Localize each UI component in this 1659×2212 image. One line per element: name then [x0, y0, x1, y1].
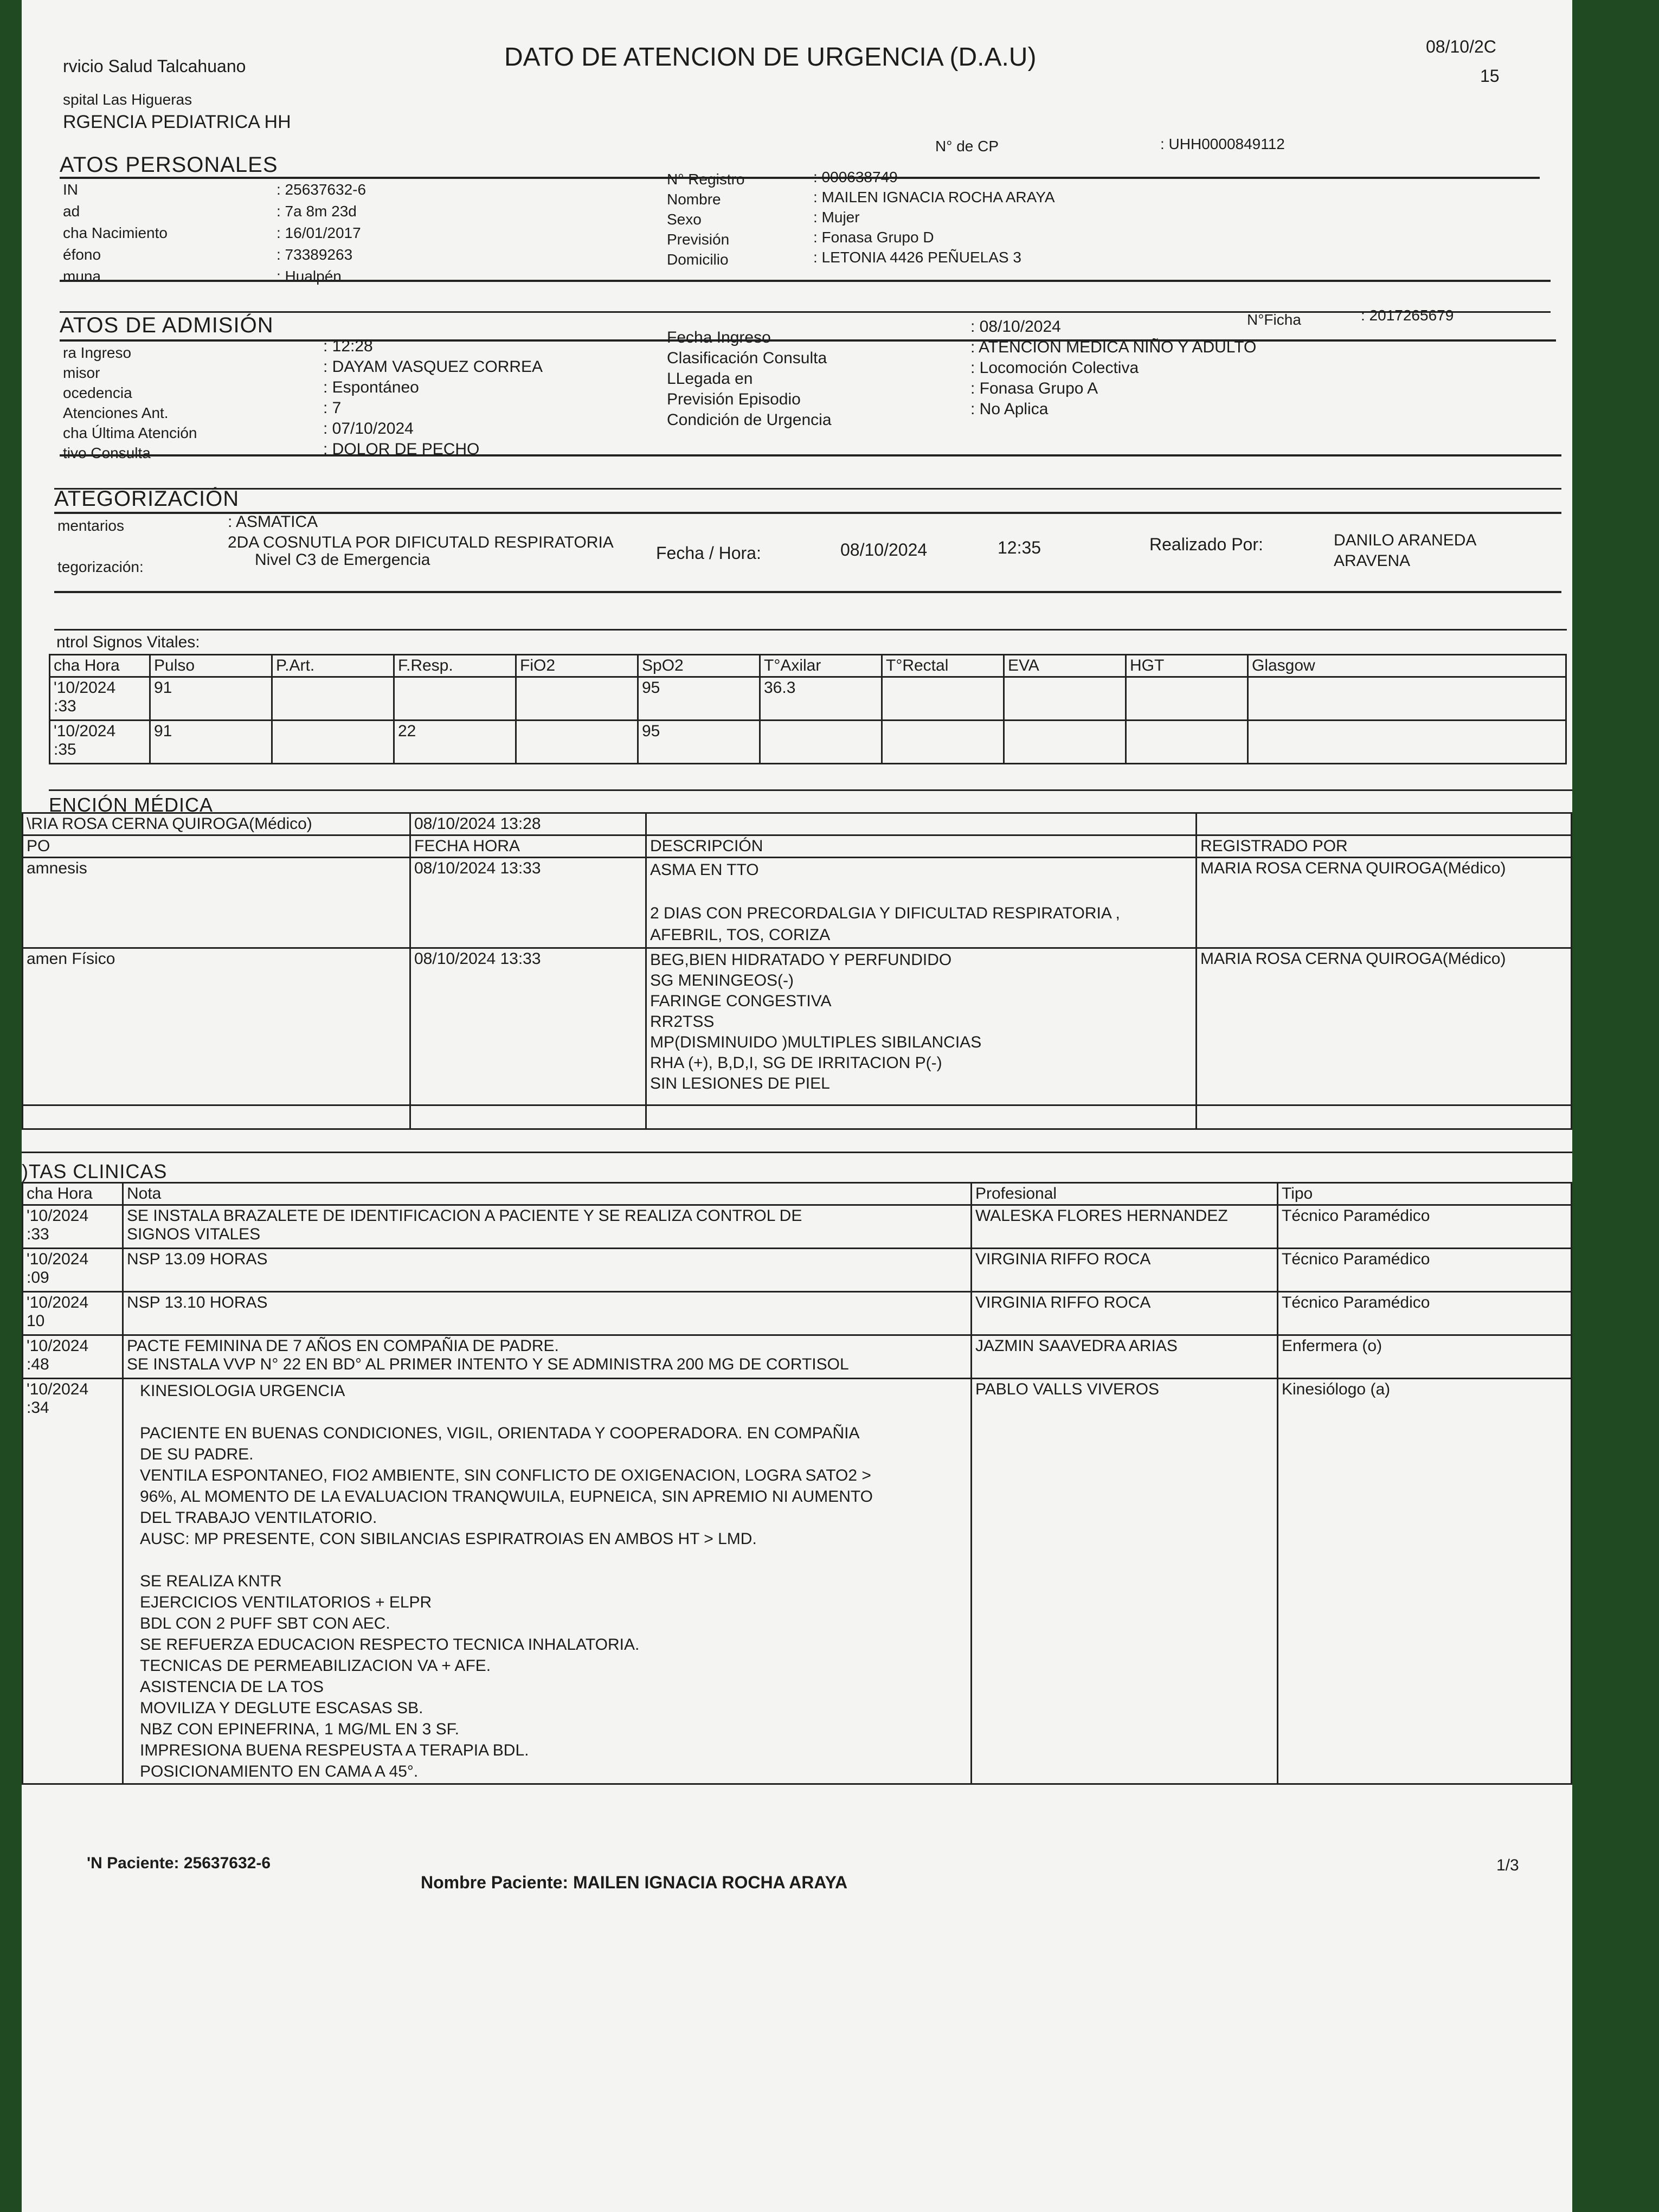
section-categorization-title: ATEGORIZACIÓN	[54, 487, 240, 511]
vitals-header: Pulso	[150, 655, 272, 677]
note-text: SE INSTALA BRAZALETE DE IDENTIFICACION A PACIENTE Y SE REALIZA CONTROL DE SIGNOS VITALES	[123, 1205, 972, 1249]
note-professional: JAZMIN SAAVEDRA ARIAS	[972, 1335, 1278, 1379]
vitals-header: Glasgow	[1248, 655, 1566, 677]
admission-values: : 12:28 : DAYAM VASQUEZ CORREA : Espontáneo : 7 : 07/10/2024 : DOLOR DE PECHO	[323, 337, 543, 458]
ficha-label: N°Ficha	[1247, 311, 1301, 328]
doctor-datetime: 08/10/2024 13:28	[410, 813, 646, 835]
col-descripcion: DESCRIPCIÓN	[646, 835, 1197, 858]
note-text: NSP 13.09 HORAS	[123, 1249, 972, 1292]
divider	[60, 280, 1551, 282]
note-text: KINESIOLOGIA URGENCIA PACIENTE EN BUENAS CONDICIONES, VIGIL, ORIENTADA Y COOPERADORA. EN COMPAÑIA DE SU PADRE. VENTILA ESPONTANEO, FIO2 AMBIENTE, SIN CONFLICTO DE OXIGENACION, LOGRA SATO2 > 96%, AL MOMENTO DE LA EVALUACION TRANQWUILA, EUPNEICA, SIN APREMIO NI AUMENTO DEL TRABAJO VENTILATORIO. AUSC: MP PRESENTE, CON SIBILANCIAS ESPIRATROIAS EN AMBOS HT > LMD. SE REALIZA KNTR EJERCICIOS VENTILATORIOS + ELPR BDL CON 2 PUFF SBT CON AEC. SE REFUERZA EDUCACION RESPECTO TECNICA INHALATORIA. TECNICAS DE PERMEABILIZACION VA + AFE. ASISTENCIA DE LA TOS MOVILIZA Y DEGLUTE ESCASAS SB. NBZ CON EPINEFRINA, 1 MG/ML EN 3 SF. IMPRESIONA BUENA RESPEUSTA A TERAPIA BDL. POSICIONAMIENTO EN CAMA A 45°.	[123, 1379, 972, 1784]
ficha-value: : 2017265679	[1361, 307, 1454, 324]
medical-header-row	[23, 835, 1572, 858]
divider	[49, 789, 1572, 791]
vitals-header: cha Hora	[50, 655, 150, 677]
vitals-header: P.Art.	[272, 655, 394, 677]
divider	[60, 454, 1561, 456]
note-professional: WALESKA FLORES HERNANDEZ	[972, 1205, 1278, 1249]
vitals-taxilar: 36.3	[760, 677, 882, 721]
vitals-header: EVA	[1004, 655, 1126, 677]
admission-detail-labels: Fecha Ingreso Clasificación Consulta LLegada en Previsión Episodio Condición de Urgencia	[667, 329, 832, 429]
vitals-header: SpO2	[638, 655, 760, 677]
vitals-spo2: 95	[638, 677, 760, 721]
section-admission-title: ATOS DE ADMISIÓN	[60, 313, 274, 337]
col-profesional: Profesional	[972, 1183, 1278, 1205]
note-row	[23, 1379, 1572, 1784]
vitals-glasgow	[1248, 721, 1566, 764]
medical-row	[23, 948, 1572, 1105]
vitals-glasgow	[1248, 677, 1566, 721]
note-datetime: '10/2024 :34	[23, 1379, 123, 1784]
comments-text: : ASMATICA 2DA COSNUTLA POR DIFICUTALD RESPIRATORIA	[228, 513, 614, 551]
vitals-eva	[1004, 721, 1126, 764]
realizado-value: DANILO ARANEDA ARAVENA	[1334, 531, 1477, 570]
datetime-label: Fecha / Hora:	[656, 543, 761, 563]
vitals-eva	[1004, 677, 1126, 721]
personal-labels: IN ad cha Nacimiento éfono muna	[63, 181, 168, 285]
dau-document	[22, 0, 1572, 2212]
medical-type: amen Físico	[23, 948, 410, 1105]
vitals-fresp: 22	[394, 721, 516, 764]
col-registrado-por: REGISTRADO POR	[1197, 835, 1572, 858]
vitals-fresp	[394, 677, 516, 721]
vitals-fio2	[516, 677, 638, 721]
empty-cell	[410, 1105, 646, 1129]
vitals-pulse: 91	[150, 677, 272, 721]
note-professional: VIRGINIA RIFFO ROCA	[972, 1249, 1278, 1292]
comments-label: mentarios	[57, 517, 124, 534]
vitals-header: T°Axilar	[760, 655, 882, 677]
vitals-taxilar	[760, 721, 882, 764]
note-type: Técnico Paramédico	[1278, 1292, 1572, 1335]
vitals-header: F.Resp.	[394, 655, 516, 677]
vitals-row	[50, 721, 1566, 764]
vitals-header: T°Rectal	[882, 655, 1004, 677]
vitals-trectal	[882, 677, 1004, 721]
empty-cell	[1197, 813, 1572, 835]
notes-table	[22, 1182, 1572, 1785]
col-tipo: PO	[23, 835, 410, 858]
vitals-pa	[272, 721, 394, 764]
note-row	[23, 1335, 1572, 1379]
header-date: 08/10/2C	[1426, 37, 1496, 56]
categorization-date: 08/10/2024	[840, 540, 928, 560]
registry-values: : 000638749 : MAILEN IGNACIA ROCHA ARAYA : Mujer : Fonasa Grupo D : LETONIA 4426 PEÑUELAS 3	[813, 169, 1055, 266]
section-notes-title: )TAS CLINICAS	[22, 1160, 168, 1182]
vitals-pa	[272, 677, 394, 721]
note-datetime: '10/2024 :33	[23, 1205, 123, 1249]
col-fecha-hora: cha Hora	[23, 1183, 123, 1205]
medical-empty-row	[23, 1105, 1572, 1129]
note-type: Enfermera (o)	[1278, 1335, 1572, 1379]
hospital-name: spital Las Higueras	[63, 91, 192, 108]
note-datetime: '10/2024 :48	[23, 1335, 123, 1379]
doctor-name: \RIA ROSA CERNA QUIROGA(Médico)	[23, 813, 410, 835]
section-personal-title: ATOS PERSONALES	[60, 153, 278, 177]
divider	[60, 311, 1551, 313]
vitals-row	[50, 677, 1566, 721]
vitals-pulse: 91	[150, 721, 272, 764]
cp-label: N° de CP	[935, 138, 999, 155]
empty-cell	[646, 1105, 1197, 1129]
medical-type: amnesis	[23, 858, 410, 948]
note-datetime: '10/2024 10	[23, 1292, 123, 1335]
note-type: Kinesiólogo (a)	[1278, 1379, 1572, 1784]
note-type: Técnico Paramédico	[1278, 1205, 1572, 1249]
medical-registered-by: MARIA ROSA CERNA QUIROGA(Médico)	[1197, 948, 1572, 1105]
vitals-header: FiO2	[516, 655, 638, 677]
vitals-title: ntrol Signos Vitales:	[56, 633, 200, 651]
note-text: NSP 13.10 HORAS	[123, 1292, 972, 1335]
note-type: Técnico Paramédico	[1278, 1249, 1572, 1292]
col-nota: Nota	[123, 1183, 972, 1205]
vitals-hgt	[1126, 677, 1248, 721]
vitals-spo2: 95	[638, 721, 760, 764]
admission-detail-values: : 08/10/2024 : ATENCION MEDICA NIÑO Y ADULTO : Locomoción Colectiva : Fonasa Grupo A : No Aplica	[970, 318, 1257, 418]
note-professional: PABLO VALLS VIVEROS	[972, 1379, 1278, 1784]
vitals-trectal	[882, 721, 1004, 764]
col-fecha-hora: FECHA HORA	[410, 835, 646, 858]
divider	[54, 591, 1561, 593]
note-row	[23, 1249, 1572, 1292]
cp-value: : UHH0000849112	[1160, 136, 1285, 152]
divider	[54, 629, 1567, 631]
empty-cell	[1197, 1105, 1572, 1129]
vitals-hgt	[1126, 721, 1248, 764]
service-name: rvicio Salud Talcahuano	[63, 56, 246, 76]
note-row	[23, 1292, 1572, 1335]
medical-datetime: 08/10/2024 13:33	[410, 948, 646, 1105]
medical-doctor-row	[23, 813, 1572, 835]
note-datetime: '10/2024 :09	[23, 1249, 123, 1292]
empty-cell	[646, 813, 1197, 835]
medical-registered-by: MARIA ROSA CERNA QUIROGA(Médico)	[1197, 858, 1572, 948]
vitals-header: HGT	[1126, 655, 1248, 677]
medical-row	[23, 858, 1572, 948]
header-number: 15	[1480, 66, 1500, 86]
vitals-datetime: '10/2024 :35	[50, 721, 150, 764]
vitals-table	[49, 654, 1567, 764]
personal-values: : 25637632-6 : 7a 8m 23d : 16/01/2017 : 73389263 : Hualpén	[276, 181, 366, 285]
document-title: DATO DE ATENCION DE URGENCIA (D.A.U)	[504, 43, 1037, 72]
vitals-datetime: '10/2024 :33	[50, 677, 150, 721]
medical-datetime: 08/10/2024 13:33	[410, 858, 646, 948]
admission-labels: ra Ingreso misor ocedencia Atenciones Ant. cha Última Atención tivo Consulta	[63, 344, 197, 461]
realizado-label: Realizado Por:	[1149, 535, 1263, 554]
footer-page-number: 1/3	[1496, 1856, 1519, 1874]
medical-description: ASMA EN TTO 2 DIAS CON PRECORDALGIA Y DIFICULTAD RESPIRATORIA , AFEBRIL, TOS, CORIZA	[646, 858, 1197, 948]
medical-table	[22, 812, 1572, 1130]
notes-header-row	[23, 1183, 1572, 1205]
categorization-value: Nivel C3 de Emergencia	[255, 551, 430, 569]
unit-name: RGENCIA PEDIATRICA HH	[63, 112, 291, 132]
registry-labels: N° Registro Nombre Sexo Previsión Domicilio	[667, 171, 745, 268]
medical-description: BEG,BIEN HIDRATADO Y PERFUNDIDO SG MENINGEOS(-) FARINGE CONGESTIVA RR2TSS MP(DISMINUIDO )MULTIPLES SIBILANCIAS RHA (+), B,D,I, SG DE IRRITACION P(-) SIN LESIONES DE PIEL	[646, 948, 1197, 1105]
footer-patient-name: Nombre Paciente: MAILEN IGNACIA ROCHA ARAYA	[421, 1873, 848, 1892]
vitals-header-row	[50, 655, 1566, 677]
categorization-time: 12:35	[998, 538, 1041, 557]
divider	[54, 488, 1561, 490]
categorization-label: tegorización:	[57, 558, 144, 575]
vitals-fio2	[516, 721, 638, 764]
note-text: PACTE FEMININA DE 7 AÑOS EN COMPAÑIA DE PADRE. SE INSTALA VVP N° 22 EN BD° AL PRIMER INTENTO Y SE ADMINISTRA 200 MG DE CORTISOL	[123, 1335, 972, 1379]
divider	[22, 1152, 1572, 1153]
note-row	[23, 1205, 1572, 1249]
section-medical-title: ENCIÓN MÉDICA	[49, 794, 214, 816]
footer-patient-id: 'N Paciente: 25637632-6	[87, 1854, 271, 1872]
note-professional: VIRGINIA RIFFO ROCA	[972, 1292, 1278, 1335]
empty-cell	[23, 1105, 410, 1129]
col-tipo: Tipo	[1278, 1183, 1572, 1205]
